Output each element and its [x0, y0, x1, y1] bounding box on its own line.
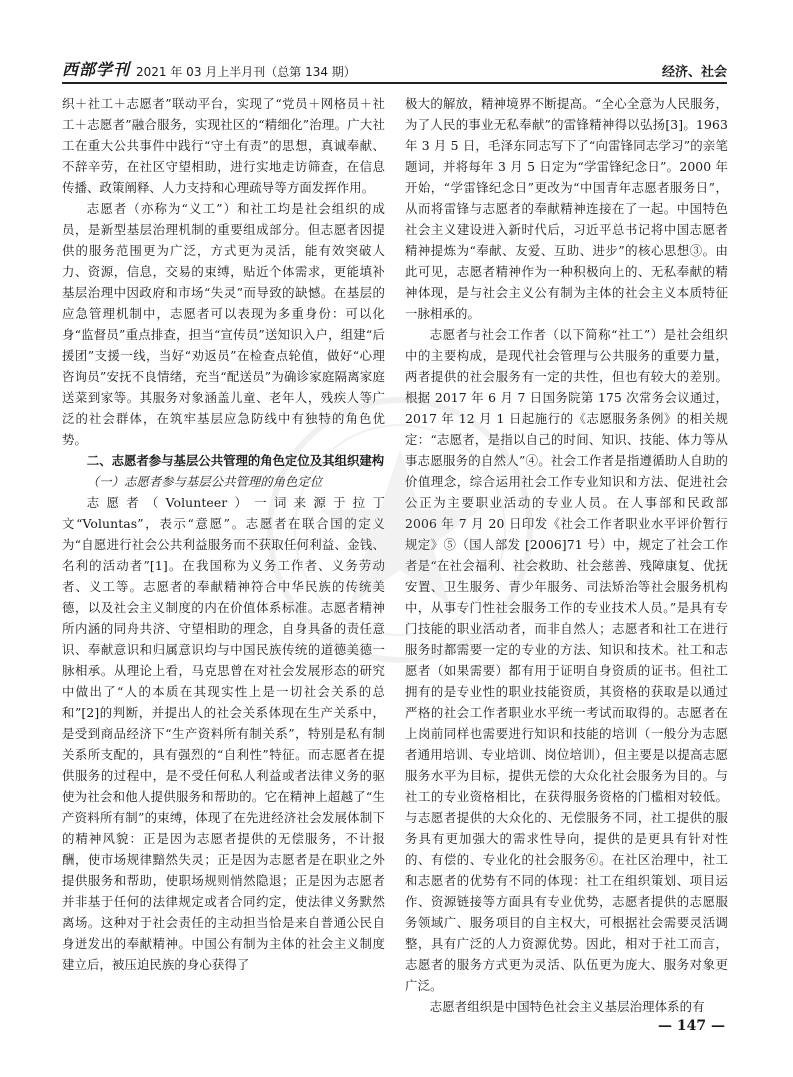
journal-logo: 西部学刊 [62, 60, 131, 79]
running-header [62, 60, 727, 84]
issue-line: 2021 年 03 月上半月刊（总第 134 期） [136, 65, 356, 79]
article-body [62, 93, 728, 1015]
right-paragraph-3: 志愿者组织是中国特色社会主义基层治理体系的有 [429, 999, 705, 1014]
right-paragraph-2: 志愿者与社会工作者（以下简称“社工”）是社会组织中的主要构成，是现代社会管理与公共服务的重要力量，两者提供的社会服务有一定的共性，但也有较大的差别。根据 2017 年 6 月 7 日国务院第 175 次常务会议通过，2017 年 12 月 1 日起施行的《志愿服务条例》的相关规定：“志愿者，是指以自己的时间、知识、技能、体力等从事志愿服务的自然人”④。社会工作者是指遵循助人自助的价值理念，综合运用社会工作专业知识和方法、促进社会公正为主要职业活动的专业人员。在人事部和民政部 2006 年 7 月 20 日印发《社会工作者职业水平评价暂行规定》⑤（国人部发 [2006]71 号）中，规定了社会工作者是“在社会福利、社会救助、社会慈善、残障康复、优抚安置、卫生服务、青少年服务、司法矫治等社会服务机构中，从事专门性社会服务工作的专业技术人员。”是具有专门技能的职业活动者，而非自然人；志愿者和社工在进行服务时都需要一定的专业的方法、知识和技术。社工和志愿者（如果需要）都有用于证明自身资质的证书。但社工拥有的是专业性的职业技能资质，其资格的获取是以通过严格的社会工作者职业水平统一考试而取得的。志愿者在上岗前同样也需要进行知识和技能的培训（一般分为志愿者通用培训、专业培训、岗位培训），但主要是以提高志愿服务水平为目标，提供无偿的大众化社会服务为目的。与社工的专业资格相比，在获得服务资格的门槛相对较低。与志愿者提供的大众化的、无偿服务不同，社工提供的服务具有更加强大的需求性导向，提供的是更具有针对性的、有偿的、专业化的社会服务⑥。在社区治理中，社工和志愿者的优势有不同的体现：社工在组织策划、项目运作、资源链接等方面具有专业优势，志愿者提供的志愿服务领域广、服务项目的自主权大，可根据社会需要灵活调整，具有广泛的人力资源优势。因此，相对于社工而言，志愿者的服务方式更为灵活、队伍更为庞大、服务对象更广泛。 [405, 327, 728, 993]
left-paragraph-1: 织＋社工＋志愿者”联动平台，实现了“党员＋网格员＋社工＋志愿者”融合服务，实现社区的“精细化”治理。广大社工在重大公共事件中践行“守土有责”的思想，真诚奉献、不辞辛劳，在社区守望相助，进行实地走访筛查，在信息传播、政策阐释、人力支持和心理疏导等方面发挥作用。 [62, 96, 385, 195]
page-number: — 147 — [658, 1018, 725, 1034]
section-name: 经济、社会 [661, 65, 727, 80]
left-paragraph-5: 志愿者（Volunteer）一词来源于拉丁文“Voluntas”，表示“意愿”。志愿者在联合国的定义为“自愿进行社会公共利益服务而不获取任何利益、金钱、名利的活动者”[1]。在我国称为义务工作者、义务劳动者、义工等。志愿者的奉献精神符合中华民族的传统美德，以及社会主义制度的内在价值体系标准。志愿者精神所内涵的同舟共济、守望相助的理念，自身具备的责任意识、奉献意识和归属意识均与中国民族传统的道德美德一脉相承。从理论上看，马克思曾在对社会发展形态的研究中做出了“人的本质在其现实性上是一切社会关系的总和”[2]的判断，并提出人的社会关系体现在生产关系中，是受到商品经济下“生产资料所有制关系”，特别是私有制关系所支配的，具有强烈的“自利性”特征。而志愿者在提供服务的过程中，是不受任何私人利益或者法律义务的驱使为社会和他人提供服务和帮助的。它在精神上超越了“生产资料所有制”的束缚，体现了在先进经济社会发展体制下的精神风貌：正是因为志愿者提供的无偿服务，不计报酬，使市场规律黯然失灵；正是因为志愿者是在职业之外提供服务和帮助，使职场规则悄然隐退；正是因为志愿者并非基于任何的法律规定或者合同约定，使法律义务默然离场。这种对于社会责任的主动担当恰是来自普通公民自身迸发出的奉献精神。中国公有制为主体的社会主义制度建立后，被压迫民族的身心获得了 [62, 495, 385, 972]
left-heading-3: 二、志愿者参与基层公共管理的角色定位及其组织建构 [86, 453, 385, 468]
right-column [405, 93, 728, 1015]
right-paragraph-1: 极大的解放，精神境界不断提高。“全心全意为人民服务，为了人民的事业无私奉献”的雷锋精神得以弘扬[3]。1963 年 3 月 5 日，毛泽东同志写下了“向雷锋同志学习”的亲笔题词，并将每年 3 月 5 日定为“学雷锋纪念日”。2000 年开始，“学雷锋纪念日”更改为“中国青年志愿者服务日”，从而将雷锋与志愿者的奉献精神连接在了一起。中国特色社会主义建设进入新时代后，习近平总书记将中国志愿者精神提炼为“奉献、友爱、互助、进步”的核心思想③。由此可见，志愿者精神作为一种积极向上的、无私奉献的精神体现，是与社会主义公有制为主体的社会主义本质特征一脉相承的。 [405, 96, 728, 321]
left-paragraph-2: 志愿者（亦称为“义工”）和社工均是社会组织的成员，是新型基层治理机制的重要组成部分。但志愿者因提供的服务范围更为广泛，方式更为灵活，能有效突破人力、资源，信息，交易的束缚，贴近个体需求，更能填补基层治理中因政府和市场“失灵”而导致的缺憾。在基层的应急管理机制中，志愿者可以表现为多重身份：可以化身“监督员”重点排查，担当“宣传员”送知识入户，组建“后援团”支援一线，当好“劝返员”在检查点轮值，做好“心理咨询员”安抚不良情绪，充当“配送员”为确诊家庭隔离家庭送菜到家等。其服务对象涵盖儿童、老年人，残疾人等广泛的社会群体，在筑牢基层应急防线中有独特的角色优势。 [62, 201, 385, 447]
header-left [62, 57, 356, 82]
left-column [62, 93, 385, 1015]
left-heading-4: （一）志愿者参与基层公共管理的角色定位 [86, 474, 323, 489]
